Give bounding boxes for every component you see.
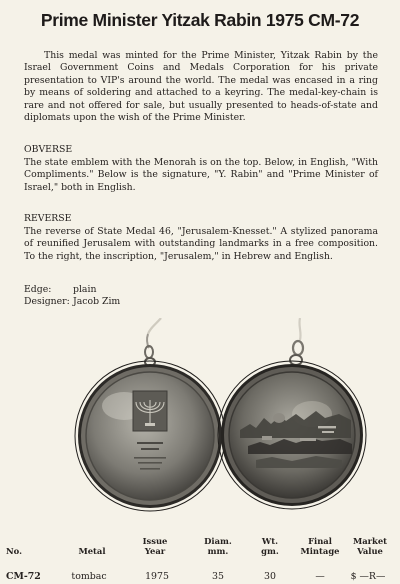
cell-no: CM-72 [6, 571, 41, 582]
medal-photos [0, 318, 400, 530]
intro-paragraph: This medal was minted for the Prime Minister, Yitzak Rabin by the Israel Government Coins and Medals Corporation for his private presentation to VIP's around the world. The medal was encased in a ring by means of soldering and attached to a keyring. The medal-key-chain is rare and not offered for sale, but usually presented to heads-of-state and diplomats upon the wish of the Prime Minister. [24, 50, 378, 124]
page-title: Prime Minister Yitzak Rabin 1975 CM-72 [40, 10, 360, 30]
edge-value: plain [73, 284, 97, 295]
keychain-right [290, 318, 303, 365]
header-year: Issue Year [142, 536, 168, 556]
reverse-heading: REVERSE [24, 213, 72, 224]
header-mintage: Final Mintage [300, 536, 340, 556]
edge-label: Edge: [24, 284, 52, 295]
cell-mintage: — [315, 571, 325, 582]
cell-metal: tombac [71, 571, 107, 582]
medal-reverse [218, 361, 366, 509]
reverse-text: The reverse of State Medal 46, "Jerusalem-Knesset." A stylized panorama of reunified Jerusalem with outstanding landmarks in a free composition. To the right, the inscription, "Jerusalem," in Hebrew and English. [24, 226, 378, 262]
designer-spec [24, 296, 120, 307]
header-wt: Wt. gm. [261, 536, 279, 556]
header-metal: Metal [78, 546, 106, 556]
cell-diam: 35 [212, 571, 224, 582]
designer-label: Designer: [24, 296, 70, 307]
header-value: Market Value [352, 536, 388, 556]
header-diam: Diam. mm. [204, 536, 232, 556]
keychain-left [145, 318, 161, 366]
cell-value: $ —R— [350, 571, 386, 582]
obverse-heading: OBVERSE [24, 144, 73, 155]
cell-year: 1975 [145, 571, 169, 582]
menorah-emblem-icon [133, 391, 167, 431]
edge-spec [24, 284, 96, 295]
header-no: No. [6, 546, 23, 556]
designer-value: Jacob Zim [73, 296, 121, 307]
medal-obverse [75, 361, 225, 511]
cell-wt: 30 [264, 571, 276, 582]
catalog-table [0, 532, 400, 584]
obverse-text: The state emblem with the Menorah is on the top. Below, in English, "With Compliments." Below is the signature, "Y. Rabin" and "Prime Minister of Israel," both in English. [24, 157, 378, 193]
